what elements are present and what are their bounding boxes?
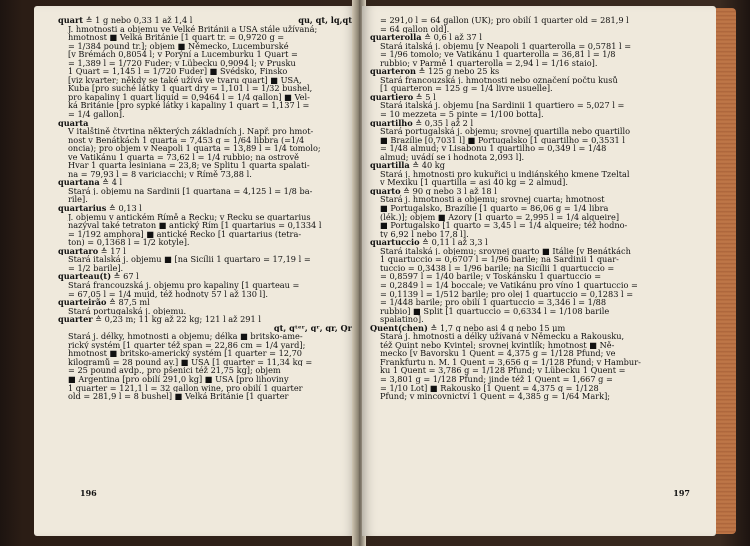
entry-text-line bbox=[58, 238, 352, 247]
entry-text: = 0,2849 l = 1/4 boccale; ve Vatikánu pro víno 1 quartuccio = bbox=[380, 280, 638, 290]
entry-text: = 1/10 Lot] ■ Rakousko [1 Quent = 4,375 g = 1/128 bbox=[380, 383, 599, 393]
entry-text-line bbox=[58, 230, 352, 239]
unit-symbols: qu, qt, lq,qt bbox=[298, 16, 352, 25]
entry-text-line bbox=[370, 230, 692, 239]
entry-text-line bbox=[370, 101, 692, 110]
entry-text-line bbox=[370, 392, 692, 401]
entry-headword-line bbox=[370, 119, 692, 128]
headword: quarter bbox=[58, 315, 93, 324]
entry-text: na = 79,93 l = 8 variciacchi; v Římě 73,88 l. bbox=[68, 169, 252, 179]
entry-text: J. hmotnosti a objemu ve Velké Británii a USA stále užívaná; bbox=[68, 24, 318, 34]
entry-text-line bbox=[370, 247, 692, 256]
entry-text: v Mexiku [1 quartilla = asi 40 kg = 2 almud]. bbox=[380, 178, 568, 187]
entry-text-line bbox=[370, 136, 692, 145]
entry-text-line bbox=[370, 332, 692, 341]
entry-text: Stará francouzská j. hmotnosti nebo označení počtu kusů bbox=[380, 75, 618, 85]
entry-text: nazýval také tetraton ■ antický Řím [1 quartarius = 0,1334 l bbox=[68, 221, 322, 230]
headword: Quent(chen) bbox=[370, 323, 428, 333]
entry-text-line bbox=[58, 307, 352, 316]
entry-text: 1 Quart = 1,145 l = 1/720 Fuder] ■ Švédsko, Finsko bbox=[68, 67, 288, 76]
entry-text: V italštině čtvrtina některých základních j. Např. pro hmot- bbox=[68, 127, 314, 136]
entry-headword-line bbox=[370, 238, 692, 247]
entry-text-line bbox=[58, 93, 352, 102]
entry-text: = 1,389 l = 1/720 Fuder; v Lübecku 0,9094 l; v Prusku bbox=[68, 58, 296, 68]
entry-text: nost v Benátkách 1 quarta = 7,453 g = 1/64 libbra (=1/4 bbox=[68, 135, 305, 145]
entry-headword-line bbox=[370, 324, 692, 333]
entry-text-line bbox=[58, 127, 352, 136]
entry-text-line bbox=[58, 144, 352, 153]
entry-text: Stará portugalská j. objemu; srovnej quartilla nebo quartillo bbox=[380, 127, 631, 136]
entry-text-line bbox=[370, 42, 692, 51]
left-page bbox=[34, 6, 356, 536]
entry-text: = 0,1139 l = 1/512 barile; pro olej 1 quartuccio = 0,1283 l = bbox=[380, 289, 634, 299]
entry-headword-line bbox=[370, 161, 692, 170]
entry-text-line bbox=[370, 375, 692, 384]
entry-text: tuccio = 0,3438 l = 1/96 barile; na Sicílii 1 quartuccio = bbox=[380, 263, 615, 273]
entry-text: hmotnost ■ britsko-americký systém [1 quarter = 12,70 bbox=[68, 349, 303, 358]
entry-text: ká Británie [pro sypké látky i kapaliny 1 quart = 1,137 l = bbox=[68, 101, 310, 111]
entry-text: = 3,801 g = 1/128 Pfund; jinde též 1 Quent = 1,667 g = bbox=[380, 374, 613, 384]
entry-text-line bbox=[58, 264, 352, 273]
entry-text: Hvar 1 quarta lesiniana = 23,8; ve Splitu 1 quarta spalati- bbox=[68, 161, 310, 170]
entry-text-line bbox=[370, 127, 692, 136]
entry-text: ton) = 0,1368 l = 1/2 kotyle]. bbox=[68, 238, 190, 247]
entry-text: ≙ 0,13 l bbox=[106, 204, 142, 213]
headword: quartana bbox=[58, 178, 100, 187]
entry-text-line bbox=[58, 67, 352, 76]
entry-headword-line bbox=[58, 315, 352, 324]
entry-text-line bbox=[370, 349, 692, 358]
entry-text-line bbox=[370, 213, 692, 222]
entry-text: [viz kvarter; někdy se také užívá ve tvaru quart] ■ USA, bbox=[68, 75, 302, 85]
entry-text-line bbox=[58, 324, 352, 333]
entry-text-line bbox=[58, 392, 352, 401]
entry-text: Stará j. hmotnosti pro kukuřici u indiánského kmene Tzeltal bbox=[380, 169, 630, 179]
entry-text-line bbox=[370, 16, 692, 25]
entry-text-line bbox=[370, 298, 692, 307]
entry-text: ≙ 4 l bbox=[99, 178, 123, 187]
entry-text-line bbox=[370, 153, 692, 162]
entry-text: rubbio] ■ Split [1 quartuccio = 0,6334 l = 1/108 barile bbox=[380, 306, 610, 316]
entry-headword-line bbox=[58, 119, 352, 128]
entry-text-line bbox=[58, 332, 352, 341]
entry-text: ≙ 0,35 l až 2 l bbox=[412, 118, 474, 128]
entry-text-line bbox=[58, 33, 352, 42]
entry-text-line bbox=[58, 187, 352, 196]
entry-text-line bbox=[370, 290, 692, 299]
entry-text-line bbox=[370, 84, 692, 93]
entry-text: = 25 pound avdp., pro pšenici též 21,75 kg]; objem bbox=[68, 366, 281, 375]
entry-text: spalatino]. bbox=[380, 315, 424, 324]
entry-text: ≙ 1,7 g nebo asi 4 g nebo 15 µm bbox=[427, 323, 566, 333]
entry-text-line bbox=[370, 307, 692, 316]
entry-text-line bbox=[58, 341, 352, 350]
entry-text: rile]. bbox=[68, 195, 88, 205]
entry-headword-line bbox=[58, 247, 352, 256]
entry-text: Stará italská j. objemu ■ [na Sicílii 1 quartaro = 17,19 l = bbox=[68, 255, 311, 264]
entry-text-line bbox=[58, 281, 352, 290]
entry-text-line bbox=[58, 195, 352, 204]
entry-text: = 1/384 pound tr.]; objem ■ Německo, Lucemburské bbox=[68, 41, 289, 51]
entry-text-line bbox=[58, 358, 352, 367]
entry-text-line bbox=[58, 25, 352, 34]
entry-text: = 67,05 l = 1/4 muid, též hodnoty 57 l až 130 l]. bbox=[68, 289, 268, 299]
entry-text: rický systém [1 quarter též span = 22,86 cm = 1/4 yard]; bbox=[68, 340, 306, 350]
headword: quartuccio bbox=[370, 238, 420, 247]
right-page-text bbox=[370, 16, 692, 401]
entry-text: = 1/2 barile]. bbox=[68, 263, 124, 273]
entry-text: almud; uvádí se i hodnota 2,093 l]. bbox=[380, 152, 525, 162]
entry-text: ≙ 1 g nebo 0,33 1 až 1,4 l bbox=[83, 16, 193, 25]
entry-text-line bbox=[370, 384, 692, 393]
entry-headword-line bbox=[58, 298, 352, 307]
headword: quartilho bbox=[370, 118, 413, 128]
headword: quarteron bbox=[370, 67, 417, 76]
entry-text: ■ Brazílie [0,7031 l] ■ Portugalsko [1 quartilho = 0,3531 l bbox=[380, 135, 625, 145]
entry-text: J. objemu v antickém Římě a Řecku; v Řecku se quartarius bbox=[68, 212, 311, 222]
entry-text: ve Vatikánu 1 quarta = 73,62 l = 1/4 rubbio; na ostrově bbox=[68, 152, 299, 162]
entry-text-line bbox=[58, 170, 352, 179]
entry-text-line bbox=[370, 366, 692, 375]
entry-text-line bbox=[370, 195, 692, 204]
entry-text: ≙ 40 kg bbox=[409, 161, 446, 170]
entry-text-line bbox=[370, 281, 692, 290]
entry-text: Stará francouzská j. objemu pro kapaliny [1 quarteau = bbox=[68, 280, 300, 290]
entry-text: Stará italská j. objemu [v Neapoli 1 quarterolla = 0,5781 l = bbox=[380, 41, 632, 51]
entry-text-line bbox=[370, 315, 692, 324]
entry-text-line bbox=[58, 59, 352, 68]
entry-text: ■ Argentina [pro obilí 291,0 kg] ■ USA [pro lihoviny bbox=[68, 374, 289, 384]
entry-text: Stará j. hmotnosti a objemu; srovnej cuarta; hmotnost bbox=[380, 195, 605, 205]
entry-text: Frankfurtu n. M. 1 Quent = 3,656 g = 1/128 Pfund; v Hambur- bbox=[380, 357, 641, 367]
entry-text-line bbox=[370, 264, 692, 273]
entry-text-line bbox=[58, 101, 352, 110]
entry-text-line bbox=[58, 50, 352, 59]
entry-text: ■ Portugalsko, Brazílie [1 quarto = 86,06 g = 1/4 libra bbox=[380, 204, 609, 213]
entry-headword-line bbox=[58, 204, 352, 213]
entry-headword-line bbox=[58, 178, 352, 187]
headword: quartiero bbox=[370, 92, 414, 102]
entry-text: kilogramů = 28 pound av.] ■ USA [1 quarter = 11,34 kg = bbox=[68, 357, 313, 367]
entry-text: = 1/48 almud; v Lisabonu 1 quartilho = 0,349 l = 1/48 bbox=[380, 144, 607, 153]
entry-text: mecko [v Bavorsku 1 Quent = 4,375 g = 1/128 Pfund; ve bbox=[380, 349, 616, 358]
entry-text: ≙ 90 g nebo 3 l až 18 l bbox=[400, 186, 497, 196]
headword: quartilla bbox=[370, 161, 410, 170]
headword: quart bbox=[58, 16, 84, 25]
headword: quartaro bbox=[58, 246, 99, 256]
entry-text: ≙ 17 l bbox=[98, 246, 126, 256]
entry-headword-line bbox=[370, 33, 692, 42]
entry-text-line bbox=[58, 110, 352, 119]
entry-text: hmotnost ■ Velká Británie [1 quart tr. = 0,9720 g = bbox=[68, 33, 285, 42]
right-page-number: 197 bbox=[673, 488, 690, 498]
entry-text-line bbox=[58, 84, 352, 93]
entry-text: [v Brémách 0,8054 l; v Porýní a Lucemburku 1 Quart = bbox=[68, 50, 298, 59]
entry-text-line bbox=[370, 110, 692, 119]
entry-text: ty 6,92 l nebo 17,8 l]. bbox=[380, 229, 469, 239]
entry-text-line bbox=[58, 366, 352, 375]
entry-text: ≙ 0,11 l až 3,3 l bbox=[419, 238, 488, 247]
entry-text: = 10 mezzeta = 5 pinte = 1/100 botta]. bbox=[380, 110, 544, 119]
entry-text: oncia); pro objem v Neapoli 1 quarta = 13,89 l = 1/4 tomolo; bbox=[68, 144, 321, 153]
entry-text: = 1/192 amphora] ■ antické Řecko [1 quartarius (tetra- bbox=[68, 229, 302, 239]
entry-text: (lék.)]; objem ■ Azory [1 quarto = 2,995 l = 1/4 alqueire] bbox=[380, 212, 620, 222]
entry-headword-line bbox=[58, 272, 352, 281]
entry-text-line bbox=[58, 221, 352, 230]
entry-text: = 64 gallon old]. bbox=[380, 24, 450, 34]
entry-headword-line bbox=[58, 16, 352, 25]
entry-headword-line bbox=[370, 67, 692, 76]
left-page-number: 196 bbox=[80, 488, 97, 498]
entry-text: ≙ 87,5 ml bbox=[106, 298, 150, 307]
entry-text-line bbox=[370, 76, 692, 85]
headword: quarteirão bbox=[58, 298, 107, 307]
entry-text: = 1/4 gallon]. bbox=[68, 110, 125, 119]
right-page bbox=[362, 6, 716, 536]
entry-text: Stará j. objemu na Sardinii [1 quartana = 4,125 l = 1/8 ba- bbox=[68, 186, 313, 196]
entry-text-line bbox=[370, 144, 692, 153]
entry-text: Stará italská j. objemu [na Sardinii 1 quartiero = 5,027 l = bbox=[380, 101, 625, 111]
entry-text-line bbox=[58, 213, 352, 222]
entry-text: = 0,8597 l = 1/40 barile; v Toskánsku 1 quartuccio = bbox=[380, 272, 602, 281]
entry-text-line bbox=[370, 25, 692, 34]
entry-text-line bbox=[58, 161, 352, 170]
entry-text: Pfund; v mincovnictví 1 Quent = 4,385 g = 1/64 Mark]; bbox=[380, 392, 611, 401]
entry-text-line bbox=[370, 204, 692, 213]
entry-text: 1 quarter = 121,1 l = 32 gallon wine, pro obilí 1 quarter bbox=[68, 383, 303, 393]
entry-text: Stará j. hmotnosti a délky užívaná v Německu a Rakousku, bbox=[380, 332, 625, 341]
headword: quarto bbox=[370, 186, 401, 196]
entry-text: pro kapaliny 1 quart liquid = 0,9464 l = 1/4 gallon] ■ Vel- bbox=[68, 92, 310, 102]
entry-text: ≙ 5 l bbox=[413, 92, 436, 102]
entry-text-line bbox=[370, 170, 692, 179]
entry-text-line bbox=[58, 76, 352, 85]
entry-text: old = 281,9 l = 8 bushel] ■ Velká Británie [1 quarter bbox=[68, 392, 289, 401]
headword: quartarius bbox=[58, 204, 107, 213]
entry-text-line bbox=[58, 153, 352, 162]
entry-text-line bbox=[58, 384, 352, 393]
unit-symbols: qt, qᵗᵉʳ, qʳ, qr, Qr bbox=[273, 323, 352, 333]
entry-text-line bbox=[370, 178, 692, 187]
headword: quarteau(t) bbox=[58, 272, 112, 281]
left-page-text bbox=[58, 16, 352, 401]
entry-text-line bbox=[58, 375, 352, 384]
entry-headword-line bbox=[370, 187, 692, 196]
entry-text-line bbox=[58, 42, 352, 51]
entry-text: ≙ 67 l bbox=[111, 272, 139, 281]
entry-text: Kuba [pro suché látky 1 quart dry = 1,101 l = 1/32 bushel, bbox=[68, 84, 313, 93]
entry-text: též Quint nebo Kvintel; srovnej kvintlík; hmotnost ■ Ně- bbox=[380, 340, 615, 350]
entry-text: Stará j. délky, hmotnosti a objemu; délka ■ britsko-ame- bbox=[68, 332, 303, 341]
entry-text: ■ Portugalsko [1 quarto = 3,45 l = 1/4 alqueire; též hodno- bbox=[380, 221, 628, 230]
entry-text: ≙ 0,6 l až 37 l bbox=[421, 33, 482, 42]
entry-text: = 1/448 barile; pro obilí 1 quartuccio = 3,346 l = 1/88 bbox=[380, 298, 607, 307]
entry-text-line bbox=[370, 50, 692, 59]
entry-text: = 1/96 tomolo; ve Vatikánu 1 quarterolla = 36,81 l = 1/8 bbox=[380, 50, 616, 59]
entry-text-line bbox=[58, 349, 352, 358]
entry-text-line bbox=[370, 221, 692, 230]
entry-text-line bbox=[370, 341, 692, 350]
headword: quarta bbox=[58, 118, 89, 128]
entry-text-line bbox=[370, 358, 692, 367]
entry-text: Stará italská j. objemu; srovnej quarto ■ Itálie [v Benátkách bbox=[380, 246, 631, 256]
entry-text: rubbio; v Parmě 1 quarterolla = 2,94 l = 1/16 staio]. bbox=[380, 58, 598, 68]
entry-text: = 291,0 l = 64 gallon (UK); pro obilí 1 quarter old = 281,9 l bbox=[380, 16, 629, 25]
entry-text-line bbox=[370, 255, 692, 264]
entry-text-line bbox=[58, 136, 352, 145]
entry-text: ku 1 Quent = 3,786 g = 1/128 Pfund; v Lübecku 1 Quent = bbox=[380, 366, 626, 375]
entry-text-line bbox=[58, 290, 352, 299]
headword: quarterolla bbox=[370, 33, 422, 42]
entry-headword-line bbox=[370, 93, 692, 102]
entry-text: [1 quarteron = 125 g = 1/4 livre usuelle]. bbox=[380, 84, 553, 93]
entry-text: ≙ 125 g nebo 25 ks bbox=[416, 67, 500, 76]
entry-text-line bbox=[370, 59, 692, 68]
page-edge bbox=[716, 8, 736, 534]
entry-text: 1 quartuccio = 0,6707 l = 1/96 barile; na Sardinii 1 quar- bbox=[380, 255, 619, 264]
entry-text-line bbox=[370, 272, 692, 281]
entry-text: ≙ 0,23 m; 11 kg až 22 kg; 121 l až 291 l bbox=[92, 315, 261, 324]
entry-text: Stará portugalská j. objemu. bbox=[68, 306, 187, 316]
entry-text-line bbox=[58, 255, 352, 264]
